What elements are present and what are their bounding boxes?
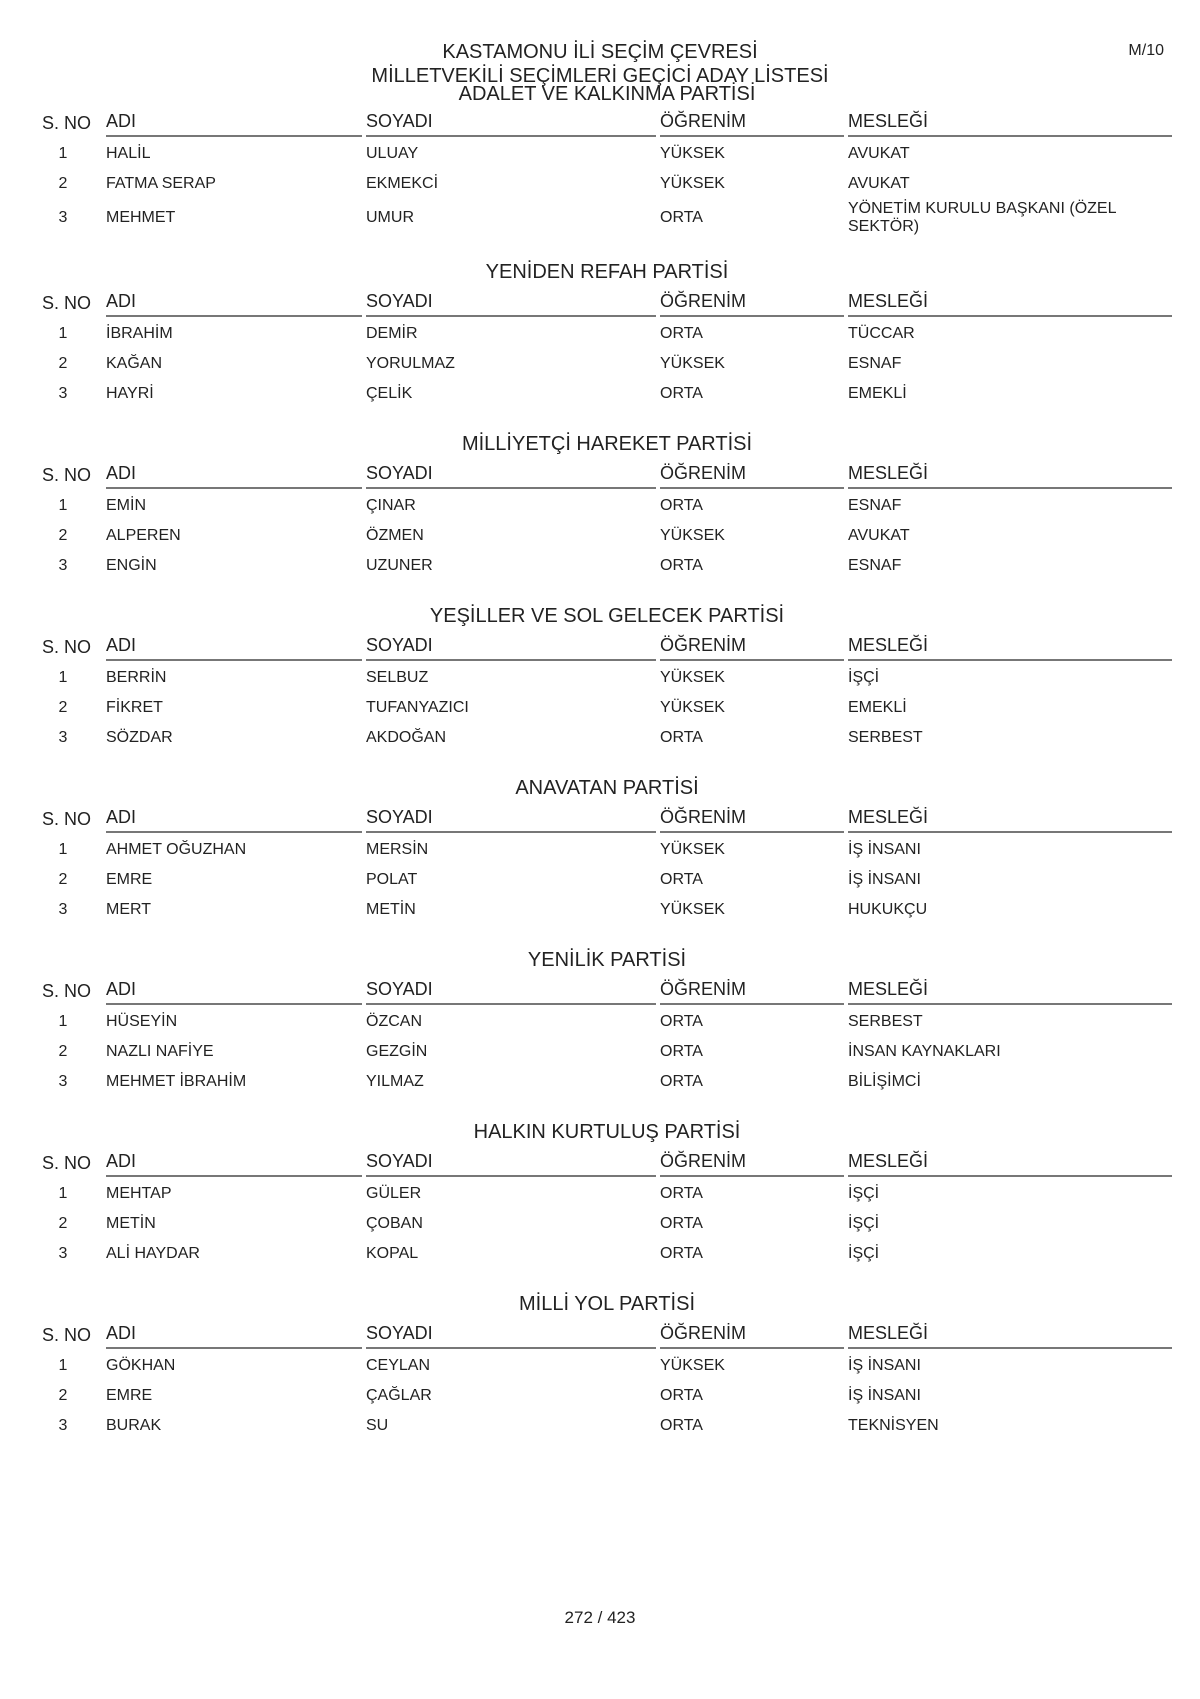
column-header-no: S. NO [42,1325,92,1345]
party-title: MİLLİ YOL PARTİSİ [519,1293,695,1315]
table-row [42,319,1172,349]
candidate-education: ORTA [660,209,703,226]
candidate-no: 2 [58,1215,68,1232]
candidate-profession: ESNAF [848,355,902,372]
candidate-surname: SU [366,1417,389,1434]
candidate-profession: İŞÇİ [848,1215,880,1232]
candidate-surname: YILMAZ [366,1073,424,1090]
column-header-surname: SOYADI [366,461,656,489]
candidate-profession: EMEKLİ [848,385,907,402]
candidate-name: FİKRET [106,699,163,716]
column-header-profession: MESLEĞİ [848,461,1172,489]
table-row [42,1179,1172,1209]
column-header-name: ADI [106,805,362,833]
candidate-surname: AKDOĞAN [366,729,447,746]
party-section [42,429,1172,581]
candidate-surname: ÖZCAN [366,1013,422,1030]
candidate-name: KAĞAN [106,355,163,372]
candidate-surname: TUFANYAZICI [366,699,469,716]
candidate-no: 1 [58,497,68,514]
candidate-profession: BİLİŞİMCİ [848,1073,921,1090]
candidate-no: 3 [58,557,68,574]
candidate-education: ORTA [660,497,703,514]
candidate-surname: ULUAY [366,145,419,162]
candidate-profession: SERBEST [848,1013,923,1030]
table-row [42,1209,1172,1239]
party-title: HALKIN KURTULUŞ PARTİSİ [473,1121,741,1143]
candidate-no: 2 [58,699,68,716]
candidate-no: 3 [58,1245,68,1262]
table-row [42,663,1172,693]
column-header-name: ADI [106,1321,362,1349]
candidate-education: YÜKSEK [660,699,725,716]
candidate-profession: ESNAF [848,497,902,514]
candidate-name: METİN [106,1215,156,1232]
candidate-education: ORTA [660,1013,703,1030]
candidate-no: 3 [58,385,68,402]
candidate-name: ALİ HAYDAR [106,1245,200,1262]
table-row [42,895,1172,925]
candidate-no: 3 [58,901,68,918]
party-title: ANAVATAN PARTİSİ [515,777,699,799]
column-header-no: S. NO [42,637,92,657]
table-row [42,139,1172,169]
candidate-education: ORTA [660,1387,703,1404]
party-sections [42,83,1172,1441]
candidate-education: ORTA [660,385,703,402]
candidate-no: 1 [58,1185,68,1202]
candidate-profession: ESNAF [848,557,902,574]
candidate-no: 2 [58,175,68,192]
table-row [42,1037,1172,1067]
candidate-surname: GEZGİN [366,1043,428,1060]
candidate-surname: UMUR [366,209,414,226]
column-header-profession: MESLEĞİ [848,289,1172,317]
candidate-education: ORTA [660,557,703,574]
candidate-name: EMİN [106,497,146,514]
candidate-education: ORTA [660,1417,703,1434]
party-section [42,601,1172,753]
candidate-education: ORTA [660,325,703,342]
candidate-surname: EKMEKCİ [366,175,439,192]
table-row [42,521,1172,551]
candidate-no: 3 [58,1417,68,1434]
table-row [42,349,1172,379]
candidate-no: 1 [58,325,68,342]
table-row [42,1007,1172,1037]
candidate-surname: DEMİR [366,325,418,342]
party-title: YEŞİLLER VE SOL GELECEK PARTİSİ [429,605,785,627]
candidate-name: MEHTAP [106,1185,172,1202]
column-header-surname: SOYADI [366,977,656,1005]
candidate-surname: ÖZMEN [366,527,424,544]
candidate-education: ORTA [660,1215,703,1232]
candidate-surname: KOPAL [366,1245,419,1262]
column-header-name: ADI [106,1149,362,1177]
candidate-education: ORTA [660,729,703,746]
party-section [42,945,1172,1097]
candidate-education: YÜKSEK [660,527,725,544]
table-header [42,107,1172,137]
candidate-surname: POLAT [366,871,418,888]
column-header-name: ADI [106,461,362,489]
candidate-profession: TEKNİSYEN [848,1417,939,1434]
candidate-name: SÖZDAR [106,729,173,746]
party-section [42,1289,1172,1441]
candidate-education: ORTA [660,871,703,888]
column-header-name: ADI [106,289,362,317]
candidate-name: BERRİN [106,669,167,686]
column-header-surname: SOYADI [366,289,656,317]
candidate-name: HÜSEYİN [106,1013,178,1030]
page-code: M/10 [1128,42,1164,59]
column-header-name: ADI [106,633,362,661]
table-row [42,379,1172,409]
column-header-no: S. NO [42,981,92,1001]
candidate-profession: İNSAN KAYNAKLARI [848,1043,1001,1060]
column-header-education: ÖĞRENİM [660,977,844,1005]
column-header-education: ÖĞRENİM [660,633,844,661]
column-header-surname: SOYADI [366,805,656,833]
table-header [42,1147,1172,1177]
party-section [42,257,1172,409]
column-header-profession: MESLEĞİ [848,805,1172,833]
column-header-no: S. NO [42,293,92,313]
candidate-surname: SELBUZ [366,669,429,686]
party-section [42,1117,1172,1269]
candidate-name: MEHMET [106,209,176,226]
candidate-name: ALPEREN [106,527,181,544]
table-row [42,723,1172,753]
candidate-name: EMRE [106,871,153,888]
column-header-profession: MESLEĞİ [848,633,1172,661]
candidate-education: YÜKSEK [660,145,725,162]
party-title: MİLLİYETÇİ HAREKET PARTİSİ [461,433,753,455]
table-row [42,865,1172,895]
candidate-surname: METİN [366,901,416,918]
candidate-profession: İŞ İNSANI [848,1357,921,1374]
party-title: ADALET VE KALKINMA PARTİSİ [458,83,756,105]
candidate-profession: TÜCCAR [848,325,915,342]
candidate-education: YÜKSEK [660,669,725,686]
table-row [42,1067,1172,1097]
candidate-surname: CEYLAN [366,1357,431,1374]
column-header-no: S. NO [42,809,92,829]
candidate-no: 1 [58,1357,68,1374]
column-header-no: S. NO [42,465,92,485]
column-header-surname: SOYADI [366,633,656,661]
candidate-profession: AVUKAT [848,175,910,192]
candidate-name: EMRE [106,1387,153,1404]
candidate-surname: MERSİN [366,841,429,858]
candidate-education: ORTA [660,1073,703,1090]
candidate-education: ORTA [660,1245,703,1262]
candidate-name: FATMA SERAP [106,175,216,192]
party-title: YENİLİK PARTİSİ [527,949,687,971]
candidate-profession: İŞ İNSANI [848,841,921,858]
candidate-no: 3 [58,209,68,226]
candidate-surname: UZUNER [366,557,433,574]
candidate-profession: İŞÇİ [848,1245,880,1262]
candidate-no: 2 [58,1043,68,1060]
candidate-education: ORTA [660,1185,703,1202]
candidate-name: İBRAHİM [106,325,173,342]
candidate-education: ORTA [660,1043,703,1060]
candidate-name: HAYRİ [106,385,154,402]
table-header [42,975,1172,1005]
column-header-surname: SOYADI [366,1149,656,1177]
table-header [42,459,1172,489]
candidate-no: 1 [58,1013,68,1030]
candidate-no: 2 [58,1387,68,1404]
table-row [42,1381,1172,1411]
candidate-name: HALİL [106,145,151,162]
column-header-education: ÖĞRENİM [660,1321,844,1349]
table-header [42,803,1172,833]
table-row [42,835,1172,865]
column-header-surname: SOYADI [366,1321,656,1349]
candidate-profession: YÖNETİM KURULU BAŞKANI (ÖZEL SEKTÖR) [848,200,1116,235]
table-row [42,199,1172,237]
column-header-profession: MESLEĞİ [848,1149,1172,1177]
candidate-no: 2 [58,527,68,544]
candidate-surname: GÜLER [366,1185,422,1202]
column-header-education: ÖĞRENİM [660,1149,844,1177]
candidate-no: 2 [58,871,68,888]
header-line-2: MİLLETVEKİLİ SEÇİMLERİ GEÇİCİ ADAY LİSTESİ [371,65,829,87]
candidate-profession: EMEKLİ [848,699,907,716]
candidate-no: 3 [58,729,68,746]
candidate-name: AHMET OĞUZHAN [106,841,247,858]
candidate-education: YÜKSEK [660,901,725,918]
candidate-no: 1 [58,145,68,162]
column-header-education: ÖĞRENİM [660,109,844,137]
party-section [42,81,1172,237]
candidate-name: GÖKHAN [106,1357,176,1374]
party-title: YENİDEN REFAH PARTİSİ [485,261,729,283]
candidate-name: NAZLI NAFİYE [106,1043,214,1060]
table-row [42,169,1172,199]
column-header-profession: MESLEĞİ [848,1321,1172,1349]
candidate-surname: ÇELİK [366,385,413,402]
candidate-surname: ÇOBAN [366,1215,423,1232]
table-row [42,693,1172,723]
candidate-name: MERT [106,901,152,918]
candidate-profession: AVUKAT [848,145,910,162]
header-line-1: KASTAMONU İLİ SEÇİM ÇEVRESİ [442,41,758,63]
column-header-education: ÖĞRENİM [660,805,844,833]
candidate-surname: ÇINAR [366,497,416,514]
candidate-profession: İŞÇİ [848,1185,880,1202]
candidate-education: YÜKSEK [660,1357,725,1374]
candidate-profession: İŞ İNSANI [848,1387,921,1404]
table-row [42,1351,1172,1381]
candidate-no: 3 [58,1073,68,1090]
table-header [42,287,1172,317]
candidate-no: 2 [58,355,68,372]
table-header [42,631,1172,661]
column-header-education: ÖĞRENİM [660,461,844,489]
table-row [42,491,1172,521]
candidate-surname: YORULMAZ [366,355,455,372]
page-number: 272 / 423 [564,1608,636,1627]
candidate-profession: SERBEST [848,729,923,746]
candidate-profession: HUKUKÇU [848,901,928,918]
candidate-name: ENGİN [106,557,157,574]
column-header-name: ADI [106,977,362,1005]
candidate-name: BURAK [106,1417,162,1434]
column-header-no: S. NO [42,1153,92,1173]
candidate-profession: İŞ İNSANI [848,871,921,888]
candidate-no: 1 [58,841,68,858]
column-header-profession: MESLEĞİ [848,977,1172,1005]
table-row [42,1411,1172,1441]
candidate-name: MEHMET İBRAHİM [106,1073,247,1090]
candidate-surname: ÇAĞLAR [366,1387,432,1404]
column-header-surname: SOYADI [366,109,656,137]
column-header-education: ÖĞRENİM [660,289,844,317]
column-header-name: ADI [106,109,362,137]
column-header-profession: MESLEĞİ [848,109,1172,137]
candidate-education: YÜKSEK [660,841,725,858]
candidate-profession: AVUKAT [848,527,910,544]
candidate-no: 1 [58,669,68,686]
candidate-profession: İŞÇİ [848,669,880,686]
candidate-education: YÜKSEK [660,175,725,192]
table-header [42,1319,1172,1349]
table-row [42,1239,1172,1269]
candidate-education: YÜKSEK [660,355,725,372]
party-section [42,773,1172,925]
table-row [42,551,1172,581]
column-header-no: S. NO [42,113,92,133]
